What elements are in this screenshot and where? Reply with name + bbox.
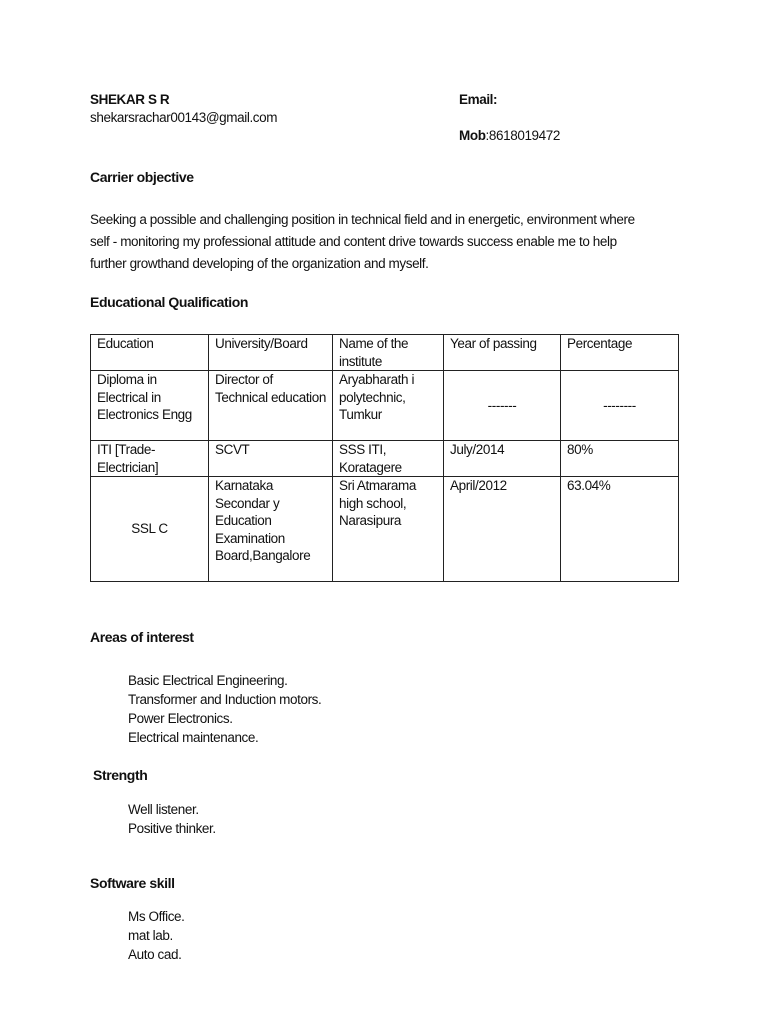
table-header-row	[91, 335, 679, 371]
objective-line: further growthand developing of the organization and myself.	[90, 256, 429, 271]
strength-list	[128, 800, 216, 838]
list-item: Auto cad.	[128, 947, 182, 962]
table-cell: Karnataka Secondar y Education Examination Board,Bangalore	[209, 477, 333, 582]
interests-heading: Areas of interest	[90, 629, 194, 645]
list-item: Well listener.	[128, 802, 199, 817]
table-cell: Director of Technical education	[209, 371, 333, 441]
objective-heading: Carrier objective	[90, 169, 194, 185]
mobile-number: :8618019472	[485, 128, 560, 143]
list-item: Basic Electrical Engineering.	[128, 673, 288, 688]
email-address: shekarsrachar00143@gmail.com	[90, 110, 278, 125]
mobile-label: Mob	[459, 128, 486, 143]
header-cell: University/Board	[209, 335, 333, 371]
table-cell: July/2014	[444, 441, 561, 477]
list-item: mat lab.	[128, 928, 173, 943]
education-heading: Educational Qualification	[90, 294, 249, 310]
objective-line: Seeking a possible and challenging position in technical field and in energetic, environment where	[90, 212, 635, 227]
table-row	[91, 441, 679, 477]
header-cell: Year of passing	[444, 335, 561, 371]
header-cell: Name of the institute	[333, 335, 444, 371]
mobile-line	[459, 128, 560, 143]
objective-paragraph	[90, 209, 690, 275]
list-item: Ms Office.	[128, 909, 185, 924]
table-cell: 80%	[561, 441, 679, 477]
table-cell: SCVT	[209, 441, 333, 477]
list-item: Positive thinker.	[128, 821, 216, 836]
table-cell: ITI [Trade- Electrician]	[91, 441, 209, 477]
table-cell: Aryabharath i polytechnic, Tumkur	[333, 371, 444, 441]
header-cell: Percentage	[561, 335, 679, 371]
software-list	[128, 907, 185, 964]
table-row	[91, 371, 679, 441]
table-cell: SSL C	[91, 477, 209, 582]
table-cell: Diploma in Electrical in Electronics Engg	[91, 371, 209, 441]
table-cell: April/2012	[444, 477, 561, 582]
software-heading: Software skill	[90, 875, 175, 891]
email-label: Email:	[459, 92, 498, 107]
list-item: Transformer and Induction motors.	[128, 692, 322, 707]
interests-list	[128, 671, 321, 747]
table-row	[91, 477, 679, 582]
table-cell: -------	[444, 371, 561, 441]
list-item: Power Electronics.	[128, 711, 233, 726]
objective-line: self - monitoring my professional attitude and content drive towards success enable me to help	[90, 234, 617, 249]
header-cell: Education	[91, 335, 209, 371]
table-cell: 63.04%	[561, 477, 679, 582]
table-cell: Sri Atmarama high school, Narasipura	[333, 477, 444, 582]
list-item: Electrical maintenance.	[128, 730, 259, 745]
table-cell: SSS ITI, Koratagere	[333, 441, 444, 477]
strength-heading: Strength	[93, 767, 148, 783]
education-table	[90, 334, 679, 582]
table-cell: --------	[561, 371, 679, 441]
candidate-name: SHEKAR S R	[90, 92, 170, 107]
